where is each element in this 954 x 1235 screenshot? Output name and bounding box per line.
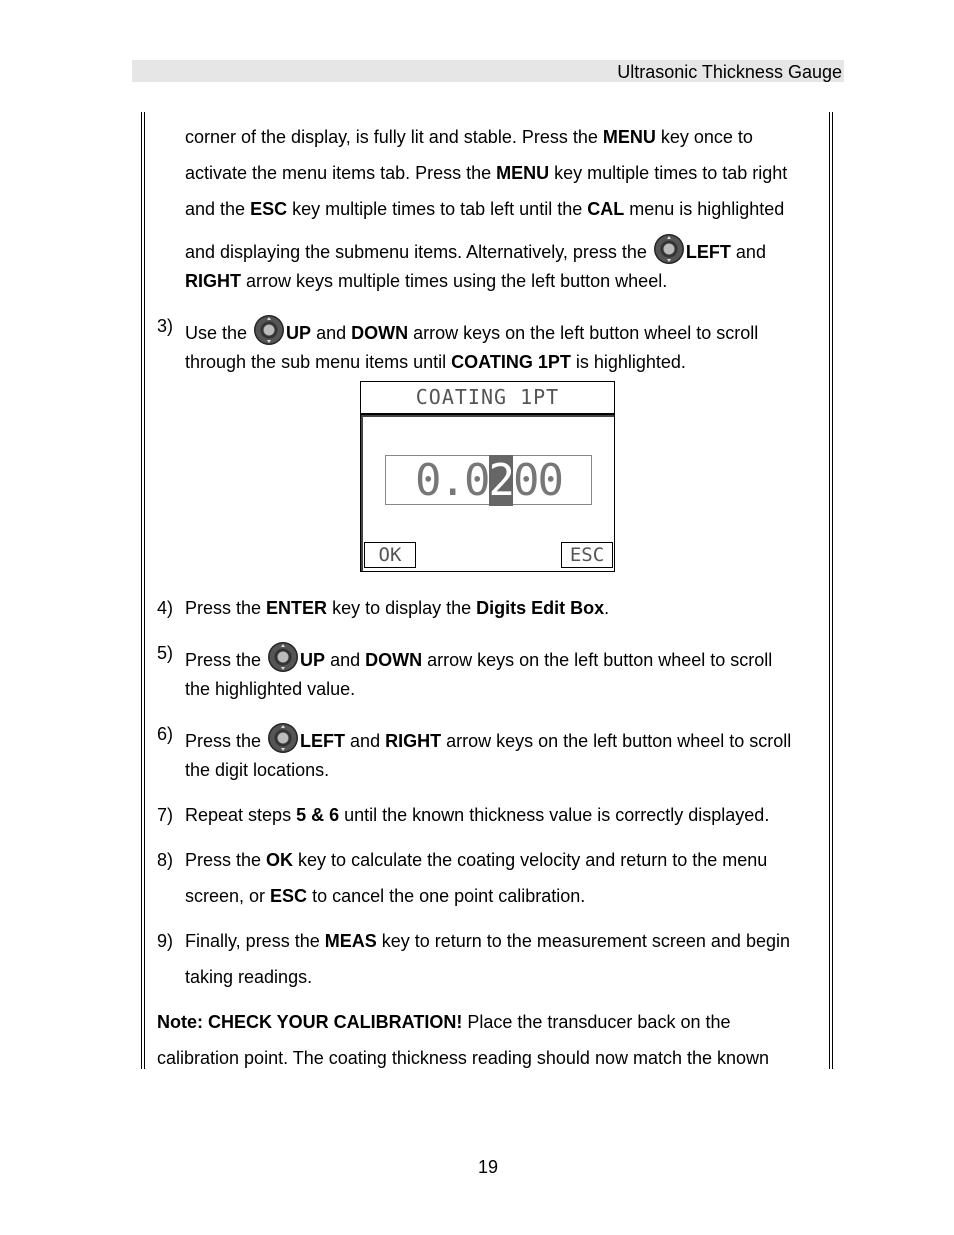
step-3-line-1: Use the UP and DOWN arrow keys on the left button wheel to scroll <box>185 315 758 345</box>
step-4-line-1: Press the ENTER key to display the Digits Edit Box. <box>185 598 610 618</box>
lcd-title: COATING 1PT <box>360 381 615 414</box>
step-5-line-2: the highlighted value. <box>185 679 356 699</box>
intro-line-1: corner of the display, is fully lit and stable. Press the MENU key once to <box>185 127 753 147</box>
step-6-line-2: the digit locations. <box>185 760 330 780</box>
intro-line-2: activate the menu items tab. Press the MENU key multiple times to tab right <box>185 163 788 183</box>
page-header-title: Ultrasonic Thickness Gauge <box>617 62 842 82</box>
step-4-number: 4) <box>157 598 174 618</box>
page-number: 19 <box>477 1157 499 1177</box>
button-wheel-icon <box>254 315 284 345</box>
step-8-number: 8) <box>157 850 174 870</box>
lcd-ok-button: OK <box>364 542 416 568</box>
button-wheel-icon <box>268 723 298 753</box>
right-border-line <box>832 112 833 1069</box>
step-7-number: 7) <box>157 805 174 825</box>
intro-line-4: and displaying the submenu items. Alternatively, press the LEFT and <box>185 234 766 264</box>
step-6-line-1: Press the LEFT and RIGHT arrow keys on the left button wheel to scroll <box>185 723 791 753</box>
step-3-line-2: through the sub menu items until COATING 1PT is highlighted. <box>185 352 686 372</box>
note-line-1: Note: CHECK YOUR CALIBRATION! Place the transducer back on the <box>157 1012 731 1032</box>
step-6-number: 6) <box>157 724 174 744</box>
lcd-highlighted-digit: 2 <box>488 454 513 506</box>
page-header-bar <box>132 60 844 82</box>
lcd-digits-edit-box: 0.0 2 00 <box>385 455 592 505</box>
step-8-line-2: screen, or ESC to cancel the one point calibration. <box>185 886 586 906</box>
lcd-esc-button: ESC <box>561 542 613 568</box>
step-8-line-1: Press the OK key to calculate the coating velocity and return to the menu <box>185 850 768 870</box>
step-9-line-1: Finally, press the MEAS key to return to the measurement screen and begin <box>185 931 790 951</box>
intro-line-3: and the ESC key multiple times to tab left until the CAL menu is highlighted <box>185 199 785 219</box>
left-border-line <box>141 112 142 1069</box>
button-wheel-icon <box>268 642 298 672</box>
step-9-line-2: taking readings. <box>185 967 313 987</box>
left-border-line-inner <box>144 112 145 1069</box>
note-line-2: calibration point. The coating thickness reading should now match the known <box>157 1048 770 1068</box>
intro-line-5: RIGHT arrow keys multiple times using the left button wheel. <box>185 271 668 291</box>
step-5-number: 5) <box>157 643 174 663</box>
step-5-line-1: Press the UP and DOWN arrow keys on the left button wheel to scroll <box>185 642 772 672</box>
button-wheel-icon <box>654 234 684 264</box>
right-border-line-inner <box>829 112 830 1069</box>
step-9-number: 9) <box>157 931 174 951</box>
lcd-screen <box>360 414 615 572</box>
step-3-number: 3) <box>157 316 174 336</box>
step-7-line-1: Repeat steps 5 & 6 until the known thickness value is correctly displayed. <box>185 805 770 825</box>
